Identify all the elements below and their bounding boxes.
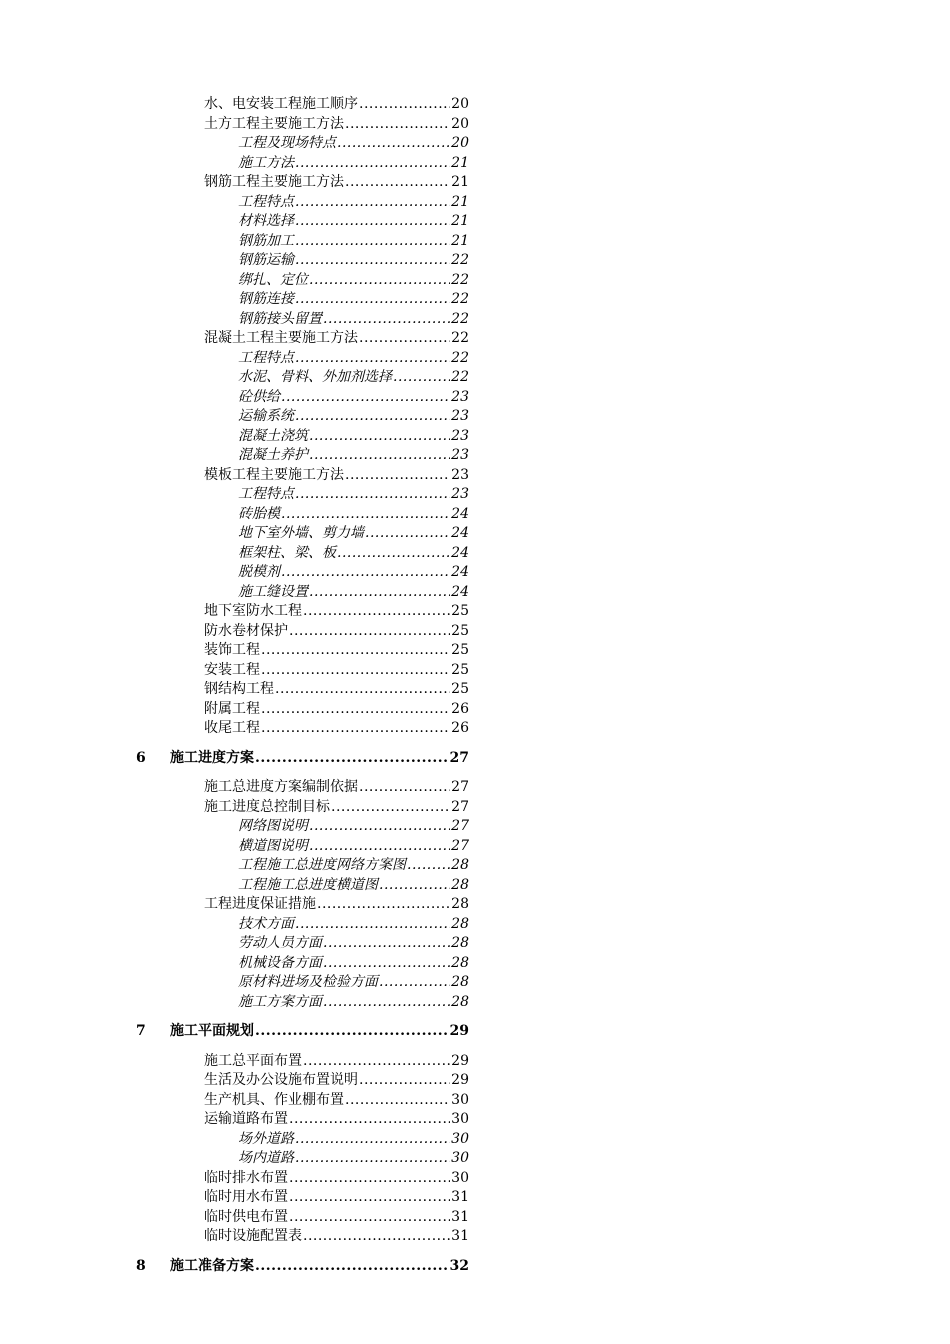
toc-entry-title: 临时设施配置表 [204,1228,302,1244]
toc-page-number: 25 [451,622,469,639]
toc-subsection-entry[interactable] [0,349,950,369]
dot-leader [407,856,450,876]
dot-leader [289,1110,450,1130]
toc-subsection-entry[interactable] [0,524,950,544]
dot-leader [255,1022,449,1042]
toc-entry-title: 工程特点 [238,349,294,366]
toc-subsection-entry[interactable] [0,837,950,857]
toc-page-number: 29 [449,1023,469,1039]
toc-entry-title: 钢筋工程主要施工方法 [204,174,344,190]
dot-leader [295,290,450,310]
toc-section-entry[interactable] [0,466,950,486]
toc-page-number: 21 [451,213,469,229]
toc-section-entry[interactable] [0,329,950,349]
toc-page-number: 25 [451,661,469,678]
toc-page-number: 21 [451,232,469,249]
toc-entry-title: 施工准备方案 [170,1257,254,1274]
toc-page-number: 31 [451,1189,469,1205]
toc-page-number: 31 [451,1208,469,1225]
toc-entry-title: 地下室外墙、剪力墙 [238,525,364,541]
dot-leader [309,446,450,466]
toc-entry-title: 水泥、骨料、外加剂选择 [238,369,392,385]
toc-entry-title: 框架柱、梁、板 [238,544,336,561]
dot-leader [295,407,450,427]
toc-section-entry[interactable] [0,1188,950,1208]
toc-section-entry[interactable] [0,680,950,700]
toc-subsection-entry[interactable] [0,271,950,291]
toc-subsection-entry[interactable] [0,407,950,427]
toc-page-number: 20 [451,96,469,112]
toc-page-number: 30 [451,1169,469,1186]
dot-leader [323,310,450,330]
toc-page-number: 29 [451,1052,469,1069]
toc-entry-title: 钢筋运输 [238,252,294,268]
toc-page-number: 30 [451,1150,469,1166]
toc-entry-title: 装饰工程 [204,642,260,658]
toc-entry-title: 原材料进场及检验方面 [238,974,378,990]
dot-leader [255,1257,449,1277]
dot-leader [309,817,450,837]
toc-page-number: 22 [451,291,469,307]
toc-section-entry[interactable] [0,895,950,915]
toc-entry-title: 施工总进度方案编制依据 [204,779,358,795]
toc-page-number: 23 [451,427,469,444]
toc-entry-title: 工程特点 [238,193,294,210]
toc-chapter-number: 7 [136,1023,146,1039]
toc-entry-title: 网络图说明 [238,818,308,834]
toc-chapter-entry[interactable] [0,749,950,769]
toc-page-number: 23 [451,486,469,502]
toc-page-number: 24 [451,505,469,522]
toc-entry-title: 临时用水布置 [204,1189,288,1205]
dot-leader [337,134,450,154]
dot-leader [359,1071,450,1091]
dot-leader [261,661,450,681]
dot-leader [295,251,450,271]
dot-leader [331,798,450,818]
toc-subsection-entry[interactable] [0,134,950,154]
toc-subsection-entry[interactable] [0,1130,950,1150]
toc-subsection-entry[interactable] [0,1149,950,1169]
toc-page-number: 30 [451,1130,469,1147]
toc-section-entry[interactable] [0,622,950,642]
toc-subsection-entry[interactable] [0,544,950,564]
toc-page-number: 24 [451,564,469,580]
toc-page-number: 28 [451,915,469,932]
toc-page-number: 22 [451,252,469,268]
toc-section-entry[interactable] [0,700,950,720]
toc-section-entry[interactable] [0,602,950,622]
toc-page-number: 27 [451,818,469,834]
toc-subsection-entry[interactable] [0,915,950,935]
toc-page-number: 25 [451,642,469,658]
toc-section-entry[interactable] [0,1208,950,1228]
dot-leader [295,349,450,369]
dot-leader [345,1091,450,1111]
toc-subsection-entry[interactable] [0,817,950,837]
toc-entry-title: 收尾工程 [204,720,260,736]
toc-entry-title: 临时供电布置 [204,1208,288,1225]
toc-entry-title: 附属工程 [204,700,260,717]
dot-leader [295,1149,450,1169]
toc-entry-title: 地下室防水工程 [204,603,302,619]
toc-page-number: 27 [451,779,469,795]
toc-entry-title: 工程进度保证措施 [204,896,316,912]
toc-entry-title: 劳动人员方面 [238,935,322,951]
toc-section-entry[interactable] [0,798,950,818]
toc-section-entry[interactable] [0,1227,950,1247]
toc-entry-title: 生产机具、作业棚布置 [204,1091,344,1108]
dot-leader [261,700,450,720]
toc-entry-title: 运输系统 [238,408,294,424]
toc-page-number: 23 [451,447,469,463]
toc-chapter-entry[interactable] [0,1257,950,1277]
toc-page-number: 21 [451,193,469,210]
toc-entry-title: 施工进度总控制目标 [204,798,330,815]
dot-leader [359,778,450,798]
dot-leader [323,954,450,974]
dot-leader [309,271,450,291]
toc-entry-title: 钢筋加工 [238,232,294,249]
dot-leader [359,95,450,115]
toc-page-number: 23 [451,408,469,424]
toc-page-number: 28 [451,935,469,951]
toc-section-entry[interactable] [0,661,950,681]
toc-page-number: 31 [451,1228,469,1244]
toc-subsection-entry[interactable] [0,427,950,447]
toc-page-number: 23 [451,388,469,405]
toc-subsection-entry[interactable] [0,485,950,505]
toc-page-number: 20 [451,135,469,151]
toc-subsection-entry[interactable] [0,934,950,954]
toc-page-number: 27 [451,798,469,815]
dot-leader [337,544,450,564]
toc-page-number: 22 [451,349,469,366]
toc-entry-title: 混凝土浇筑 [238,427,308,444]
toc-subsection-entry[interactable] [0,993,950,1013]
toc-page-number: 28 [451,896,469,912]
table-of-contents [0,95,950,1276]
dot-leader [289,1169,450,1189]
toc-page-number: 28 [451,857,469,873]
toc-subsection-entry[interactable] [0,232,950,252]
toc-section-entry[interactable] [0,1169,950,1189]
dot-leader [289,622,450,642]
dot-leader [345,173,450,193]
toc-entry-title: 绑扎、定位 [238,271,308,288]
toc-entry-title: 材料选择 [238,213,294,229]
toc-entry-title: 模板工程主要施工方法 [204,466,344,483]
toc-entry-title: 施工方案方面 [238,993,322,1010]
toc-page-number: 22 [451,369,469,385]
toc-page-number: 32 [449,1257,469,1274]
toc-chapter-number: 6 [136,749,146,766]
toc-subsection-entry[interactable] [0,954,950,974]
toc-entry-title: 钢筋连接 [238,291,294,307]
toc-entry-title: 砖胎模 [238,505,280,522]
toc-page-number: 23 [451,466,469,483]
toc-entry-title: 施工方法 [238,154,294,171]
dot-leader [281,563,450,583]
toc-page-number: 28 [451,993,469,1010]
toc-subsection-entry[interactable] [0,876,950,896]
toc-section-entry[interactable] [0,95,950,115]
toc-subsection-entry[interactable] [0,212,950,232]
toc-entry-title: 场内道路 [238,1150,294,1166]
toc-entry-title: 生活及办公设施布置说明 [204,1072,358,1088]
toc-subsection-entry[interactable] [0,505,950,525]
dot-leader [289,1208,450,1228]
toc-entry-title: 砼供给 [238,388,280,405]
toc-section-entry[interactable] [0,778,950,798]
toc-entry-title: 混凝土养护 [238,447,308,463]
toc-subsection-entry[interactable] [0,973,950,993]
toc-subsection-entry[interactable] [0,290,950,310]
toc-page-number: 27 [451,837,469,854]
dot-leader [255,749,449,769]
dot-leader [309,837,450,857]
dot-leader [303,1227,450,1247]
toc-page-number: 21 [451,154,469,171]
toc-page-number: 27 [449,749,469,766]
toc-page-number: 28 [451,974,469,990]
toc-entry-title: 脱模剂 [238,564,280,580]
toc-section-entry[interactable] [0,173,950,193]
toc-subsection-entry[interactable] [0,856,950,876]
dot-leader [295,485,450,505]
toc-chapter-entry[interactable] [0,1022,950,1042]
toc-entry-title: 场外道路 [238,1130,294,1147]
toc-entry-title: 运输道路布置 [204,1111,288,1127]
dot-leader [345,115,450,135]
toc-page-number: 25 [451,681,469,697]
toc-page-number: 30 [451,1111,469,1127]
dot-leader [295,232,450,252]
toc-entry-title: 施工总平面布置 [204,1052,302,1069]
toc-page-number: 24 [451,525,469,541]
toc-entry-title: 水、电安装工程施工顺序 [204,96,358,112]
dot-leader [323,993,450,1013]
toc-subsection-entry[interactable] [0,154,950,174]
toc-entry-title: 土方工程主要施工方法 [204,115,344,132]
toc-entry-title: 临时排水布置 [204,1169,288,1186]
toc-subsection-entry[interactable] [0,193,950,213]
toc-entry-title: 钢筋接头留置 [238,310,322,327]
dot-leader [317,895,450,915]
toc-entry-title: 工程施工总进度横道图 [238,876,378,893]
toc-section-entry[interactable] [0,115,950,135]
toc-entry-title: 防水卷材保护 [204,622,288,639]
toc-subsection-entry[interactable] [0,388,950,408]
toc-entry-title: 工程施工总进度网络方案图 [238,857,406,873]
toc-entry-title: 工程特点 [238,486,294,502]
dot-leader [275,680,450,700]
toc-section-entry[interactable] [0,1110,950,1130]
toc-page-number: 30 [451,1091,469,1108]
toc-entry-title: 混凝土工程主要施工方法 [204,330,358,346]
toc-page-number: 28 [451,876,469,893]
toc-subsection-entry[interactable] [0,446,950,466]
toc-section-entry[interactable] [0,719,950,739]
dot-leader [379,973,450,993]
dot-leader [309,427,450,447]
toc-entry-title: 技术方面 [238,915,294,932]
dot-leader [281,388,450,408]
toc-chapter-number: 8 [136,1257,146,1274]
toc-page-number: 20 [451,115,469,132]
dot-leader [379,876,450,896]
dot-leader [295,915,450,935]
toc-section-entry[interactable] [0,641,950,661]
dot-leader [261,641,450,661]
toc-entry-title: 机械设备方面 [238,954,322,971]
toc-page-number: 24 [451,544,469,561]
toc-subsection-entry[interactable] [0,251,950,271]
dot-leader [295,193,450,213]
toc-page-number: 29 [451,1072,469,1088]
dot-leader [295,1130,450,1150]
toc-section-entry[interactable] [0,1052,950,1072]
toc-entry-title: 安装工程 [204,661,260,678]
toc-entry-title: 施工缝设置 [238,583,308,600]
dot-leader [303,602,450,622]
dot-leader [289,1188,450,1208]
dot-leader [393,368,450,388]
toc-entry-title: 施工平面规划 [170,1023,254,1039]
toc-subsection-entry[interactable] [0,310,950,330]
toc-page-number: 26 [451,720,469,736]
dot-leader [261,719,450,739]
toc-entry-title: 施工进度方案 [170,749,254,766]
dot-leader [303,1052,450,1072]
toc-page-number: 28 [451,954,469,971]
dot-leader [323,934,450,954]
toc-entry-title: 工程及现场特点 [238,135,336,151]
toc-section-entry[interactable] [0,1071,950,1091]
toc-page-number: 22 [451,310,469,327]
toc-page-number: 22 [451,330,469,346]
toc-page-number: 22 [451,271,469,288]
toc-subsection-entry[interactable] [0,368,950,388]
toc-entry-title: 横道图说明 [238,837,308,854]
toc-entry-title: 钢结构工程 [204,681,274,697]
dot-leader [365,524,450,544]
dot-leader [359,329,450,349]
dot-leader [295,212,450,232]
toc-page-number: 24 [451,583,469,600]
toc-page-number: 26 [451,700,469,717]
dot-leader [281,505,450,525]
dot-leader [295,154,450,174]
toc-section-entry[interactable] [0,1091,950,1111]
toc-subsection-entry[interactable] [0,583,950,603]
toc-page-number: 21 [451,174,469,190]
dot-leader [309,583,450,603]
toc-page-number: 25 [451,603,469,619]
dot-leader [345,466,450,486]
toc-subsection-entry[interactable] [0,563,950,583]
